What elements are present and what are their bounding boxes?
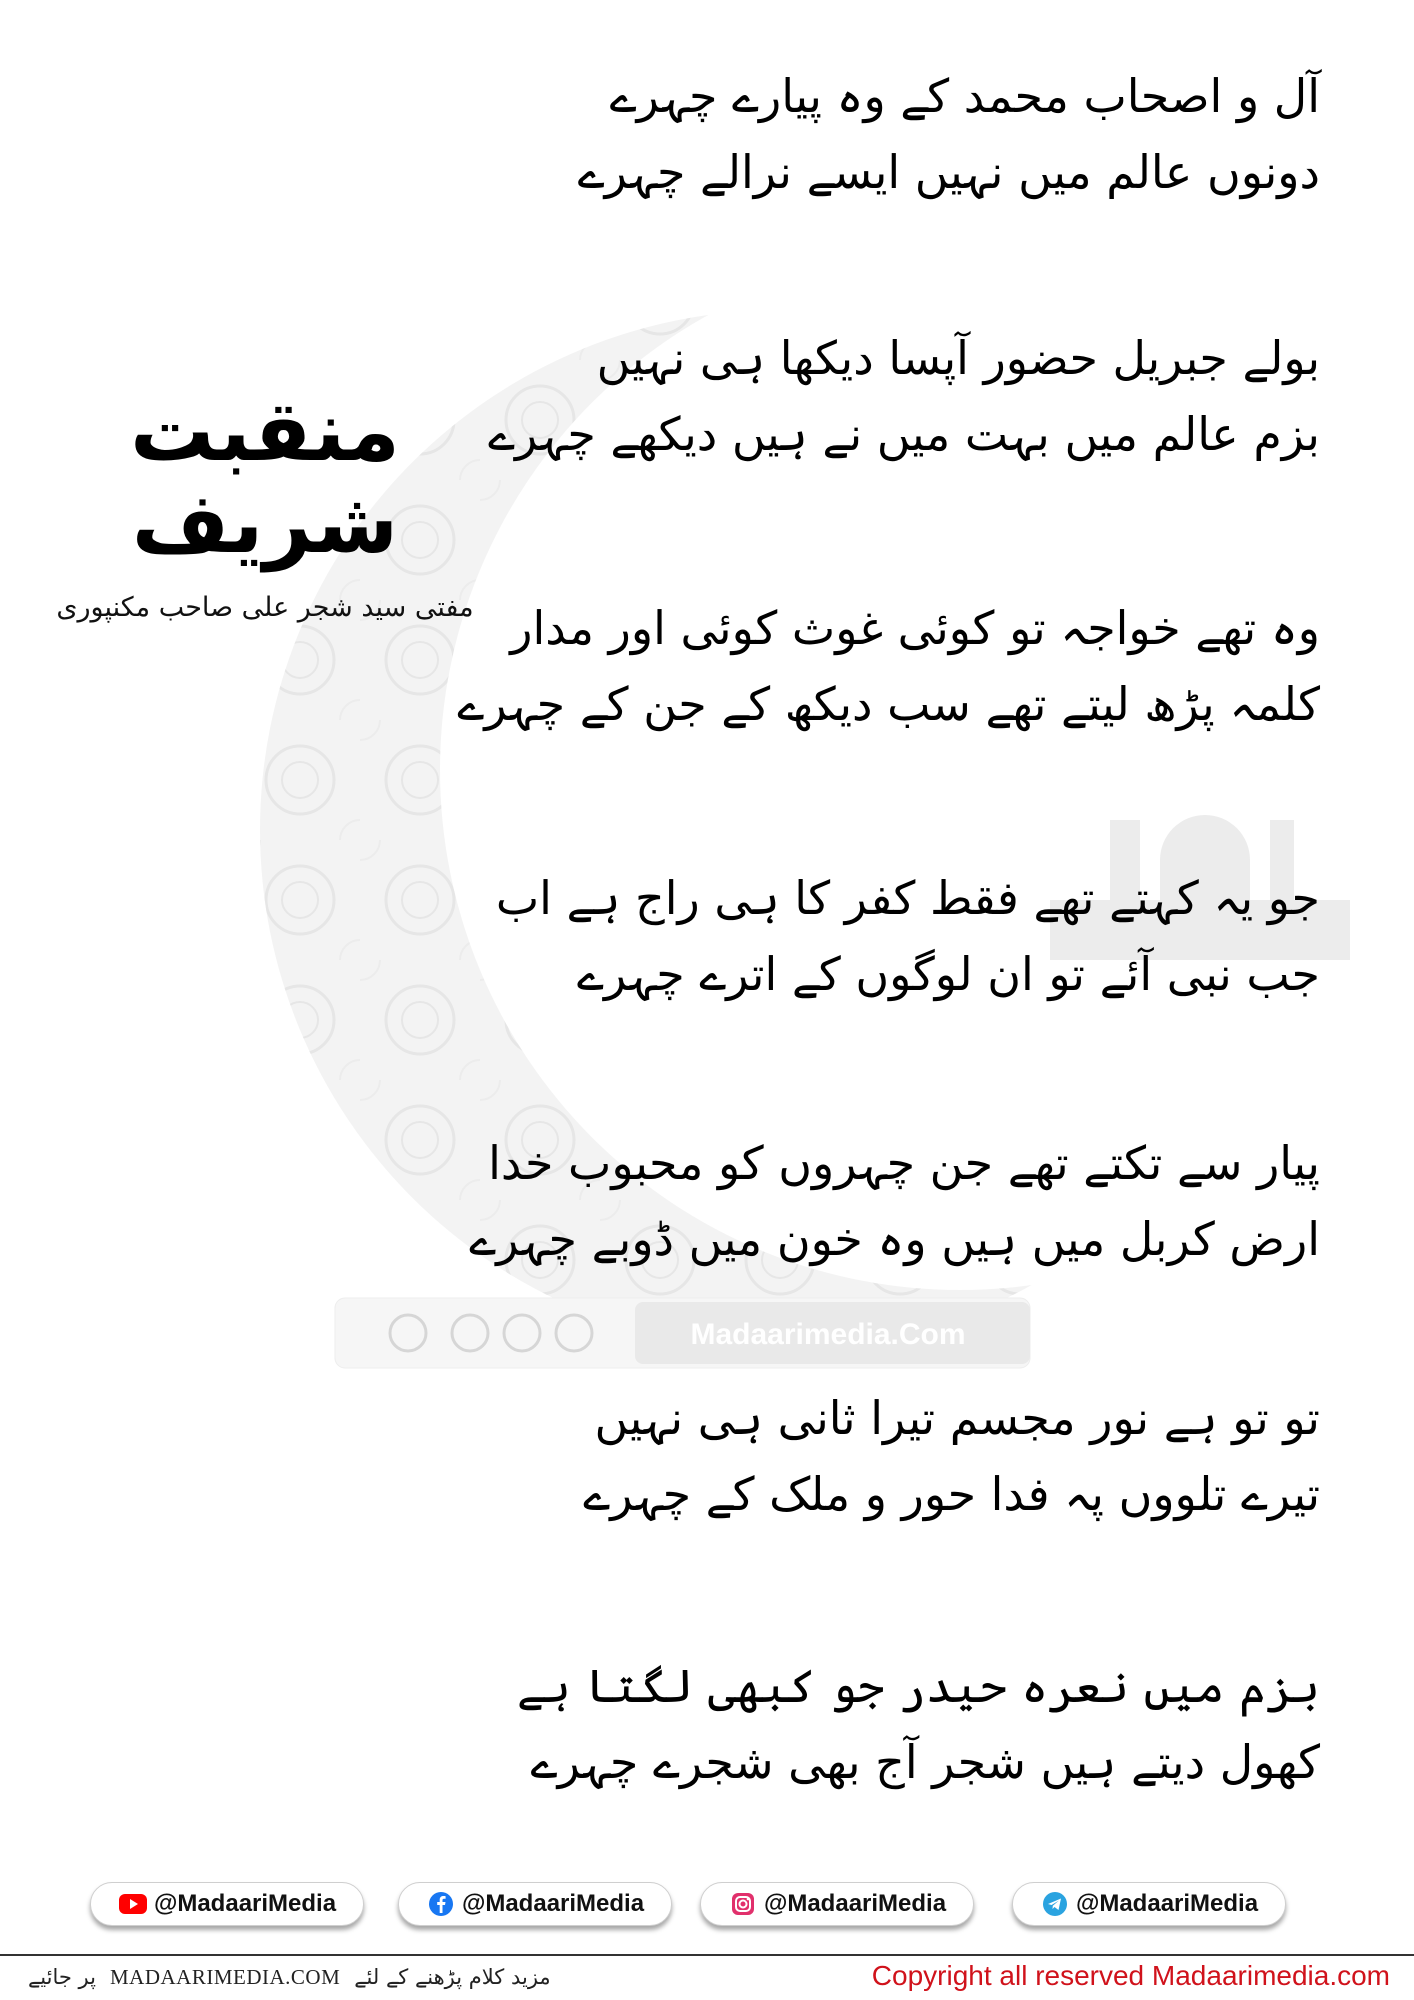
stanza-3 [457,590,1320,742]
youtube-icon [118,1891,148,1917]
verse-line: پیار سے تکتے تھے جن چہروں کو محبوب خدا [488,1136,1320,1190]
verse-line: دونوں عالم میں نہیں ایسے نرالے چہرے [577,145,1320,199]
verse-line: جب نبی آئے تو ان لوگوں کے اترے چہرے [577,947,1320,1001]
footer-divider [0,1954,1414,1956]
youtube-link[interactable] [90,1882,364,1926]
verse-line: تو تو ہے نور مجسم تیرا ثانی ہی نہیں [594,1391,1320,1445]
title-block [30,382,500,623]
instagram-link[interactable] [700,1882,974,1926]
verse-line: کلمہ پڑھ لیتے تھے سب دیکھ کے جن کے چہرے [457,677,1320,731]
verse-line: کھول دیتے ہیں شجر آج بھی شجرے چہرے [530,1735,1320,1789]
verse-line: ارض کربل میں ہیں وہ خون میں ڈوبے چہرے [469,1212,1320,1266]
stanza-7 [500,1648,1320,1800]
facebook-handle: @MadaariMedia [461,1890,645,1917]
verse-line: وہ تھے خواجہ تو کوئی غوث کوئی اور مدار [510,601,1320,655]
verse-line: بزم میں نعرہ حیدر جو کبھی لگتا ہے [516,1659,1320,1713]
telegram-icon [1040,1891,1070,1917]
social-bar [90,1882,1320,1932]
youtube-handle: @MadaariMedia [153,1890,337,1917]
stanza-5 [469,1125,1320,1277]
stanza-2 [488,320,1320,472]
telegram-handle: @MadaariMedia [1075,1890,1259,1917]
instagram-handle: @MadaariMedia [763,1890,947,1917]
footer-visit-note [28,1962,688,1992]
stanza-6 [500,1380,1320,1532]
stanza-4 [495,860,1320,1012]
watermark-site-text: Madaarimedia.Com [690,1318,966,1351]
footer-more-suffix: پر جائیے [28,1965,96,1989]
telegram-link[interactable] [1012,1882,1286,1926]
verse-line: بزم عالم میں بہت میں نے ہیں دیکھے چہرے [488,407,1320,461]
verse-line: جو یہ کہتے تھے فقط کفر کا ہی راج ہے اب [495,871,1320,925]
instagram-icon [728,1891,758,1917]
page-title: منقبت شریف [130,382,400,573]
verse-line: تیرے تلووں پہ فدا حور و ملک کے چہرے [583,1467,1320,1521]
facebook-icon [426,1891,456,1917]
verse-line: بولے جبریل حضور آپسا دیکھا ہی نہیں [596,331,1320,385]
copyright-notice: Copyright all reserved Madaarimedia.com [871,1960,1390,1991]
verse-line: آل و اصحاب محمد کے وہ پیارے چہرے [609,69,1320,123]
footer-site-link[interactable]: MADAARIMEDIA.COM [109,1964,341,1989]
footer-more-prefix: مزید کلام پڑھنے کے لئے [354,1965,551,1989]
author-name: مفتی سید شجر علی صاحب مکنپوری [56,591,474,623]
stanza-1 [500,58,1320,210]
watermark-bar [335,1298,1030,1368]
facebook-link[interactable] [398,1882,672,1926]
